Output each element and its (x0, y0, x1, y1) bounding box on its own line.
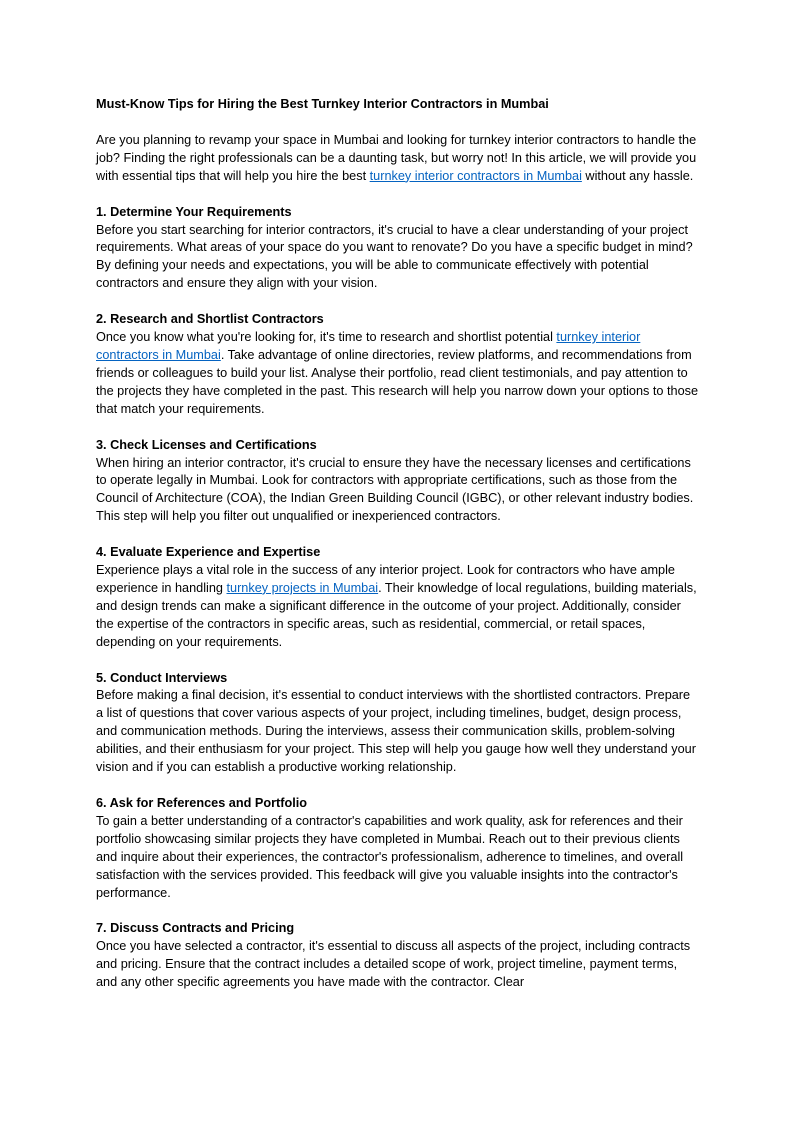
section-body-after: . Their knowledge of local regulations, building materials, and design trends can make a significant difference in the outcome of your project. Additionally, consider the expertise of the contractors in specific areas, such as residential, commercial, or retail spaces, depending on your requirements. (96, 580, 697, 649)
section-body-after: . Take advantage of online directories, review platforms, and recommendations from friends or colleagues to build your list. Analyse their portfolio, read client testimonials, and pay attention to the projects they have completed in the past. This research will help you narrow down your options to those that match your requirements. (96, 347, 699, 416)
section-body: When hiring an interior contractor, it's crucial to ensure they have the necessary licenses and certifications to operate legally in Mumbai. Look for contractors with appropriate certifications, such as those from the Council of Architecture (COA), the Indian Green Building Council (IGBC), or other relevant industry bodies. This step will help you filter out unqualified or inexperienced contractors. (96, 455, 694, 524)
intro-text-after: without any hassle. (581, 168, 694, 183)
section-references (96, 795, 700, 902)
section-interviews (96, 670, 700, 777)
section-research (96, 311, 700, 418)
section-heading: 3. Check Licenses and Certifications (96, 437, 317, 452)
section-body-before: Once you know what you're looking for, it's time to research and shortlist potential (96, 330, 557, 345)
section-body: To gain a better understanding of a contractor's capabilities and work quality, ask for references and their portfolio showcasing similar projects they have completed in Mumbai. Reach out to their previous clients and inquire about their experiences, the contractor's professionalism, adherence to timelines, and overall satisfaction with the services provided. This feedback will give you valuable insights into the contractor's performance. (96, 813, 684, 900)
section-heading: 6. Ask for References and Portfolio (96, 796, 308, 810)
section-heading: 2. Research and Shortlist Contractors (96, 312, 324, 327)
turnkey-contractors-link[interactable]: turnkey interior contractors in Mumbai (369, 168, 582, 183)
section-contracts (96, 920, 700, 992)
section-body: Before you start searching for interior contractors, it's crucial to have a clear understanding of your project requirements. What areas of your space do you want to renovate? Do you have a specific budget in mind? By defining your needs and expectations, you will be able to communicate effectively with potential contractors and ensure they align with your vision. (96, 222, 693, 291)
section-heading: 1. Determine Your Requirements (96, 204, 292, 219)
section-heading: 4. Evaluate Experience and Expertise (96, 545, 321, 560)
section-body-before: Experience plays a vital role in the success of any interior project. Look for contractors who have ample experience in handling (96, 563, 675, 595)
section-heading: 7. Discuss Contracts and Pricing (96, 921, 295, 936)
section-heading: 5. Conduct Interviews (96, 670, 228, 685)
section-licenses (96, 437, 700, 527)
section-body: Once you have selected a contractor, it's essential to discuss all aspects of the project, including contracts and pricing. Ensure that the contract includes a detailed scope of work, project timeline, payment terms, and any other specific agreements you have made with the contractor. Clear (96, 939, 691, 990)
intro-paragraph (96, 132, 700, 186)
document-title: Must-Know Tips for Hiring the Best Turnkey Interior Contractors in Mumbai (96, 97, 549, 111)
intro-text-before: Are you planning to revamp your space in Mumbai and looking for turnkey interior contractors to handle the job? Finding the right professionals can be a daunting task, but worry not! In this article, we will provide you with essential tips that will help you hire the best (96, 132, 697, 183)
turnkey-contractors-link[interactable]: turnkey interior contractors in Mumbai (96, 330, 641, 362)
turnkey-projects-link[interactable]: turnkey projects in Mumbai (226, 580, 379, 595)
document-page (96, 96, 700, 1010)
section-requirements (96, 204, 700, 294)
section-experience (96, 544, 700, 651)
section-body: Before making a final decision, it's essential to conduct interviews with the shortlisted contractors. Prepare a list of questions that cover various aspects of your project, including timelines, budget, design process, and communication methods. During the interviews, assess their communication skills, problem-solving abilities, and their enthusiasm for your project. This step will help you gauge how well they understand your vision and if you can establish a productive working relationship. (96, 688, 696, 775)
